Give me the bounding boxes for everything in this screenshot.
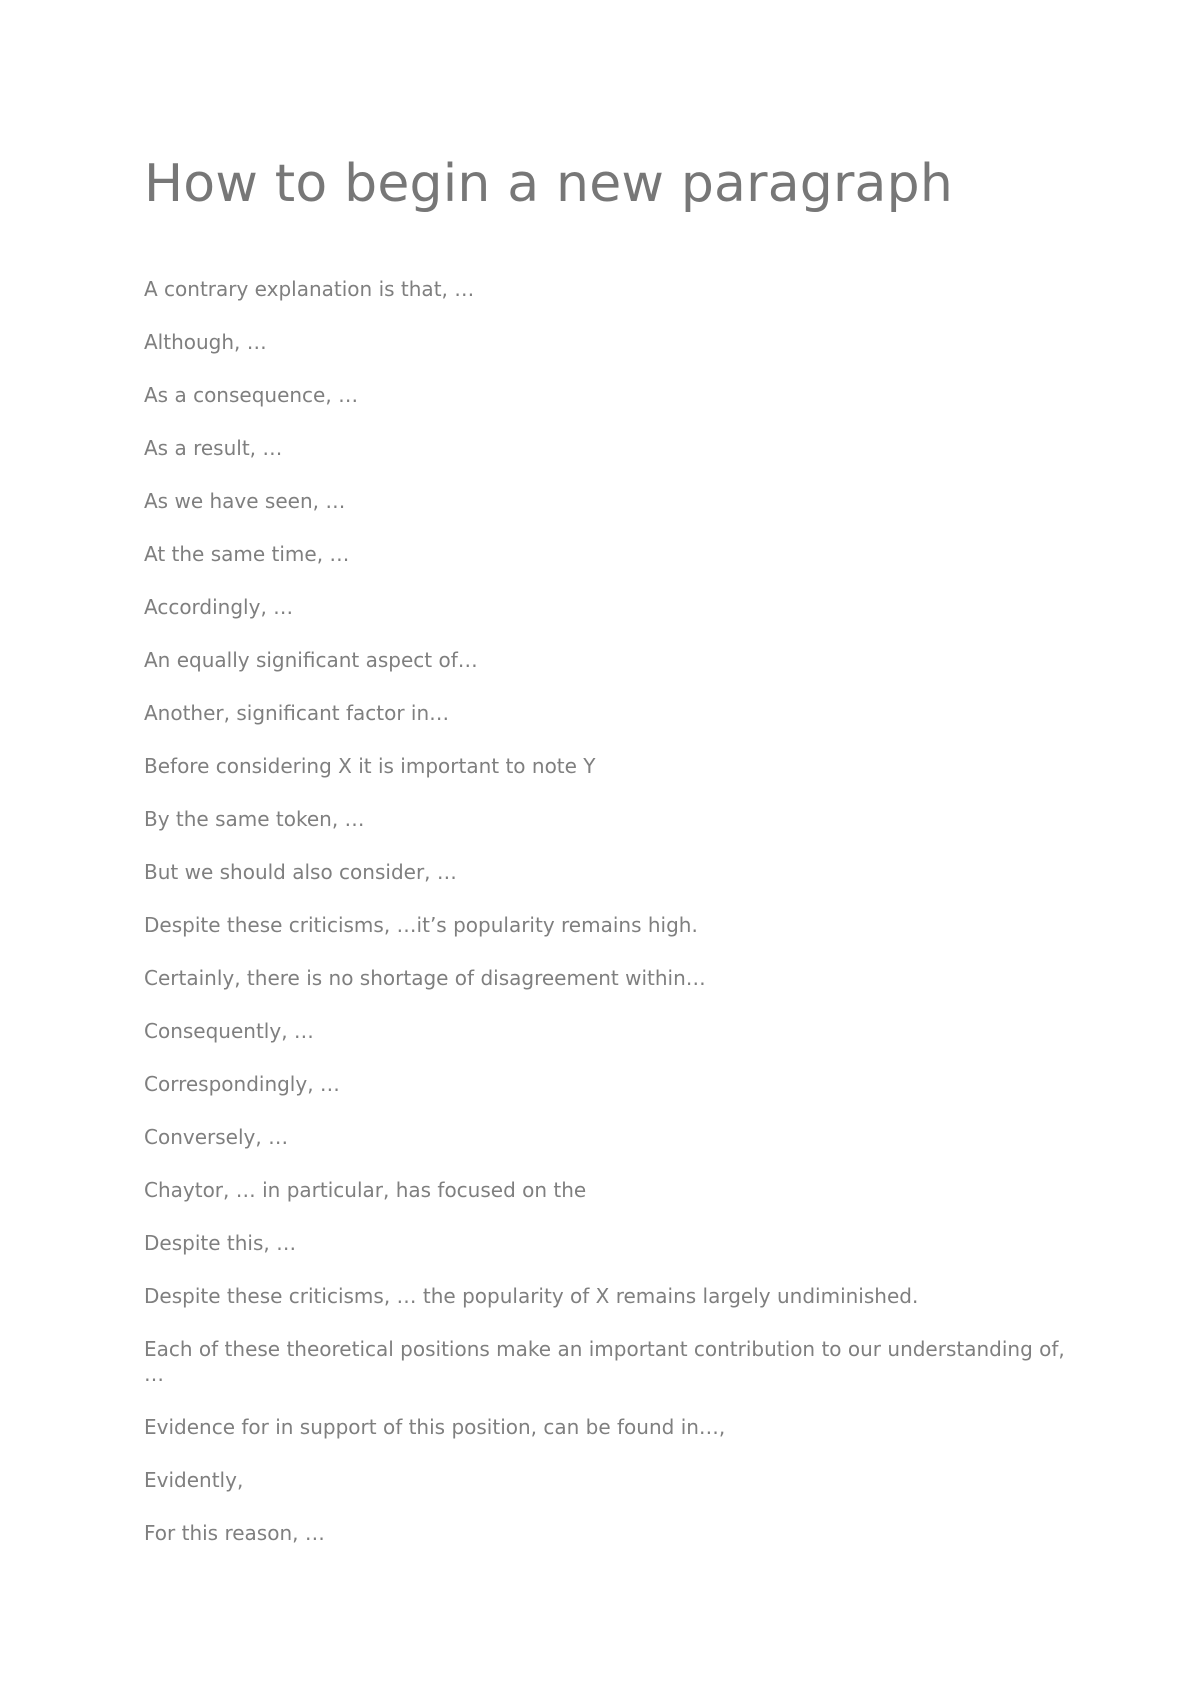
list-item: Evidence for in support of this position, can be found in…, [144,1415,726,1439]
list-item: Although, … [144,330,267,354]
list-item: Despite these criticisms, …it’s popularity remains high. [144,913,698,937]
list-item: As we have seen, … [144,489,346,513]
phrase-list [144,277,1074,1574]
list-item: An equally significant aspect of… [144,648,478,672]
list-item: Consequently, … [144,1019,314,1043]
list-item: As a result, … [144,436,283,460]
list-item: Correspondingly, … [144,1072,340,1096]
list-item: Before considering X it is important to note Y [144,754,596,778]
list-item: At the same time, … [144,542,350,566]
list-item: Evidently, [144,1468,244,1492]
list-item: Each of these theoretical positions make an important contribution to our understanding of, … [144,1337,1065,1386]
list-item: By the same token, … [144,807,365,831]
list-item: Accordingly, … [144,595,294,619]
page-title: How to begin a new paragraph [144,154,953,214]
list-item: Despite this, … [144,1231,297,1255]
list-item: Conversely, … [144,1125,289,1149]
list-item: For this reason, … [144,1521,325,1545]
list-item: Despite these criticisms, … the popularity of X remains largely undiminished. [144,1284,919,1308]
list-item: Another, significant factor in… [144,701,450,725]
list-item: But we should also consider, … [144,860,457,884]
list-item: A contrary explanation is that, … [144,277,475,301]
list-item: As a consequence, … [144,383,359,407]
list-item: Chaytor, … in particular, has focused on the [144,1178,587,1202]
list-item: Certainly, there is no shortage of disagreement within… [144,966,706,990]
